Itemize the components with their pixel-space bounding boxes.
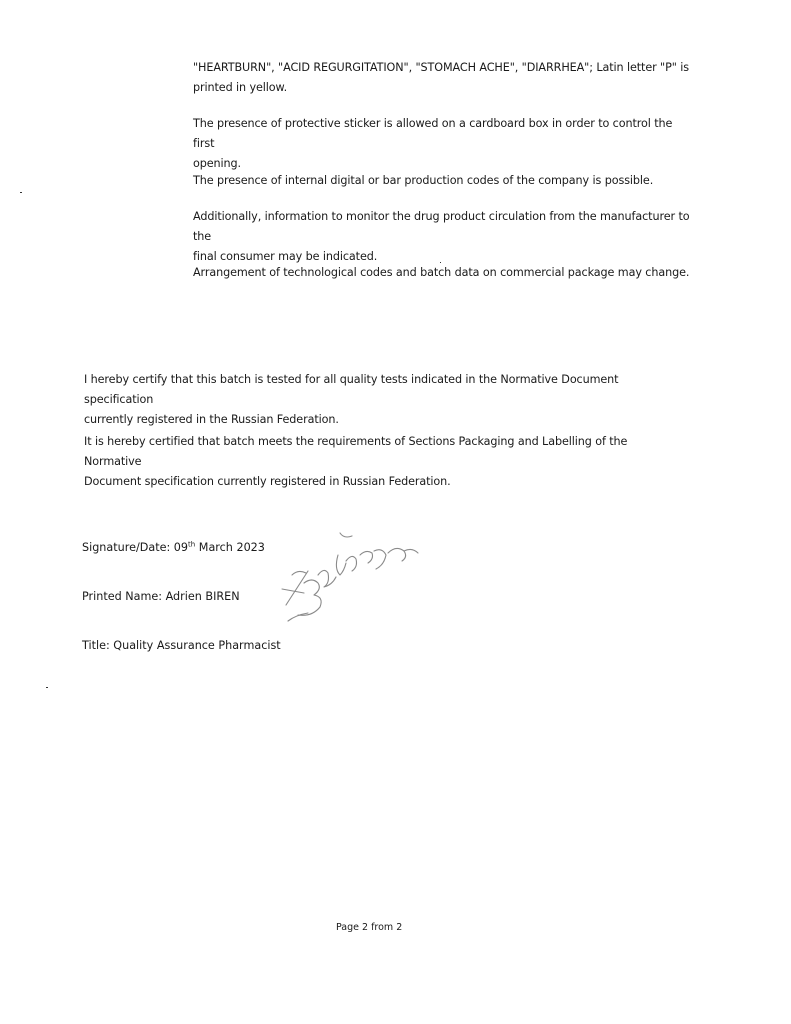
certification-tests [84,370,684,430]
signature-date [82,540,265,556]
paragraph-protective-sticker [193,114,693,174]
paragraph-line: "HEARTBURN", "ACID REGURGITATION", "STOMACH ACHE", "DIARRHEA"; Latin letter "P" is [193,61,689,74]
paragraph-circulation-info [193,207,693,267]
scan-speck [440,262,441,263]
scan-speck [20,192,22,193]
paragraph-line: currently registered in the Russian Federation. [84,413,339,426]
date-ordinal-suffix: th [188,540,196,549]
paragraph-label-colors [193,58,693,98]
printed-name: Printed Name: Adrien BIREN [82,590,240,603]
paragraph-line: printed in yellow. [193,81,288,94]
paragraph-line: The presence of internal digital or bar production codes of the company is possible. [193,174,654,187]
paragraph-line: Arrangement of technological codes and batch data on commercial package may change. [193,266,690,279]
signature-date-label: Signature/Date: 09 [82,541,189,554]
paragraph-line: final consumer may be indicated. [193,250,378,263]
scan-speck [46,687,48,688]
paragraph-line: The presence of protective sticker is allowed on a cardboard box in order to control the first [193,117,673,150]
paragraph-line: Document specification currently registered in Russian Federation. [84,475,451,488]
page-number: Page 2 from 2 [336,922,403,933]
handwritten-signature [278,525,438,630]
paragraph-line: It is hereby certified that batch meets the requirements of Sections Packaging and Labelling of the Normative [84,435,628,468]
paragraph-line: opening. [193,157,241,170]
signatory-title: Title: Quality Assurance Pharmacist [82,639,281,652]
certification-requirements [84,432,684,492]
paragraph-production-codes [193,171,693,191]
signature-date-value: March 2023 [195,541,265,554]
paragraph-line: Additionally, information to monitor the drug product circulation from the manufacturer to the [193,210,690,243]
paragraph-line: I hereby certify that this batch is tested for all quality tests indicated in the Normative Document specification [84,373,619,406]
paragraph-arrangement [193,263,693,283]
